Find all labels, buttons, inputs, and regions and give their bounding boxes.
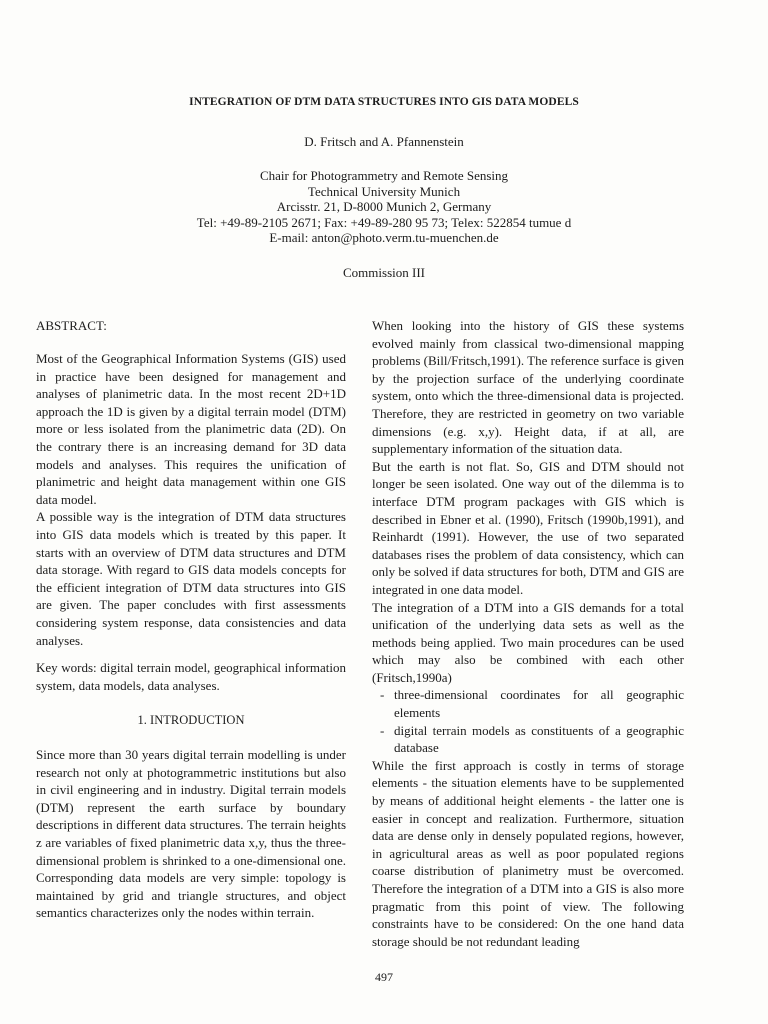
procedure-list [372, 686, 684, 756]
keywords: Key words: digital terrain model, geographical information system, data models, data analyses. [36, 660, 346, 693]
dash-bullet: - [380, 687, 385, 703]
page-number: 497 [375, 970, 393, 984]
dash-bullet: - [380, 722, 385, 738]
email-line: E-mail: anton@photo.verm.tu-muenchen.de [269, 230, 499, 245]
affiliation-line: Arcisstr. 21, D-8000 Munich 2, Germany [276, 199, 492, 214]
body-paragraph: When looking into the history of GIS these systems evolved mainly from classical two-dimensional mapping problems (Bill/Fritsch,1991). The reference surface is given by the projection surface of the underlying coordinate system, onto which the three-dimensional data is projected. Therefore, they are restricted in geometry on two variable dimensions (e.g. x,y). Height data, if at all, are supplementary information of the situation data. [372, 318, 684, 457]
authors: D. Fritsch and A. Pfannenstein [304, 134, 464, 149]
body-paragraph: The integration of a DTM into a GIS demands for a total unification of the underlying data sets as well as the methods being applied. Two main procedures can be used which may also be combined with each other (Fritsch,1990a) [372, 599, 684, 685]
abstract-paragraph: Most of the Geographical Information Systems (GIS) used in practice have been designed for management and analyses of planimetric data. In the most recent 2D+1D approach the 1D is given by a digital terrain model (DTM) more or less isolated from the planimetric data (2D). On the contrary there is an increasing demand for 3D data models and analyses. This requires the unification of planimetric and height data management within one GIS data model. [36, 351, 346, 507]
section-heading-introduction: 1. INTRODUCTION [137, 713, 245, 727]
commission-label: Commission III [343, 265, 425, 280]
keywords-block [36, 659, 346, 694]
list-item: - three-dimensional coordinates for all geographic elements [380, 687, 684, 721]
contact-line: Tel: +49-89-2105 2671; Fax: +49-89-280 95 73; Telex: 522854 tumue d [196, 214, 572, 230]
list-item: - digital terrain models as constituents of a geographic database [380, 722, 684, 756]
introduction-body [36, 746, 346, 922]
abstract-paragraph: A possible way is the integration of DTM data structures into GIS data models which is treated by this paper. It starts with an overview of DTM data structures and DTM data storage. With regard to GIS data models concepts for the efficient integration of DTM data structures into GIS are given. The paper concludes with first assessments considering system response, data consistencies and data analyses. [36, 509, 346, 648]
right-column-text [372, 317, 684, 950]
paper-title: INTEGRATION OF DTM DATA STRUCTURES INTO GIS DATA MODELS [189, 96, 579, 108]
affiliation-block [0, 168, 768, 246]
intro-paragraph: Since more than 30 years digital terrain modelling is under research not only at photogrammetric institutions but also in civil engineering and in industry. Digital terrain models (DTM) represent the earth surface by boundary descriptions in different data structures. The terrain heights z are variables of fixed planimetric data x,y, thus the three-dimensional problem is shrinked to a one-dimensional one. Corresponding data models are very simple: topology is maintained by grid and triangle structures, and object semantics characterizes only the nodes within terrain. [36, 747, 346, 921]
body-paragraph: But the earth is not flat. So, GIS and DTM should not longer be seen isolated. One way out of the dilemma is to interface DTM program packages with GIS which is described in Ebner et al. (1990), Fritsch (1990b,1991), and Reinhardt (1991). However, the use of two separated databases rises the problem of data consistency, which can only be solved if data structures for both, DTM and GIS are integrated in one data model. [372, 458, 684, 597]
affiliation-line: Technical University Munich [307, 183, 461, 199]
body-paragraph: While the first approach is costly in terms of storage elements - the situation elements have to be supplemented by means of additional height elements - the latter one is easier in concept and realization. Furthermore, situation data are dense only in densely populated regions, however, in agricultural areas as well as poor populated regions coarse distribution of planimetry must be overcomed. Therefore the integration of a DTM into a GIS is also more pragmatic from this point of view. The following constraints have to be considered: On the one hand data storage should be not redundant leading [372, 757, 684, 949]
abstract-body [36, 350, 346, 649]
affiliation-line: Chair for Photogrammetry and Remote Sensing [259, 168, 509, 183]
abstract-heading: ABSTRACT: [36, 318, 107, 333]
